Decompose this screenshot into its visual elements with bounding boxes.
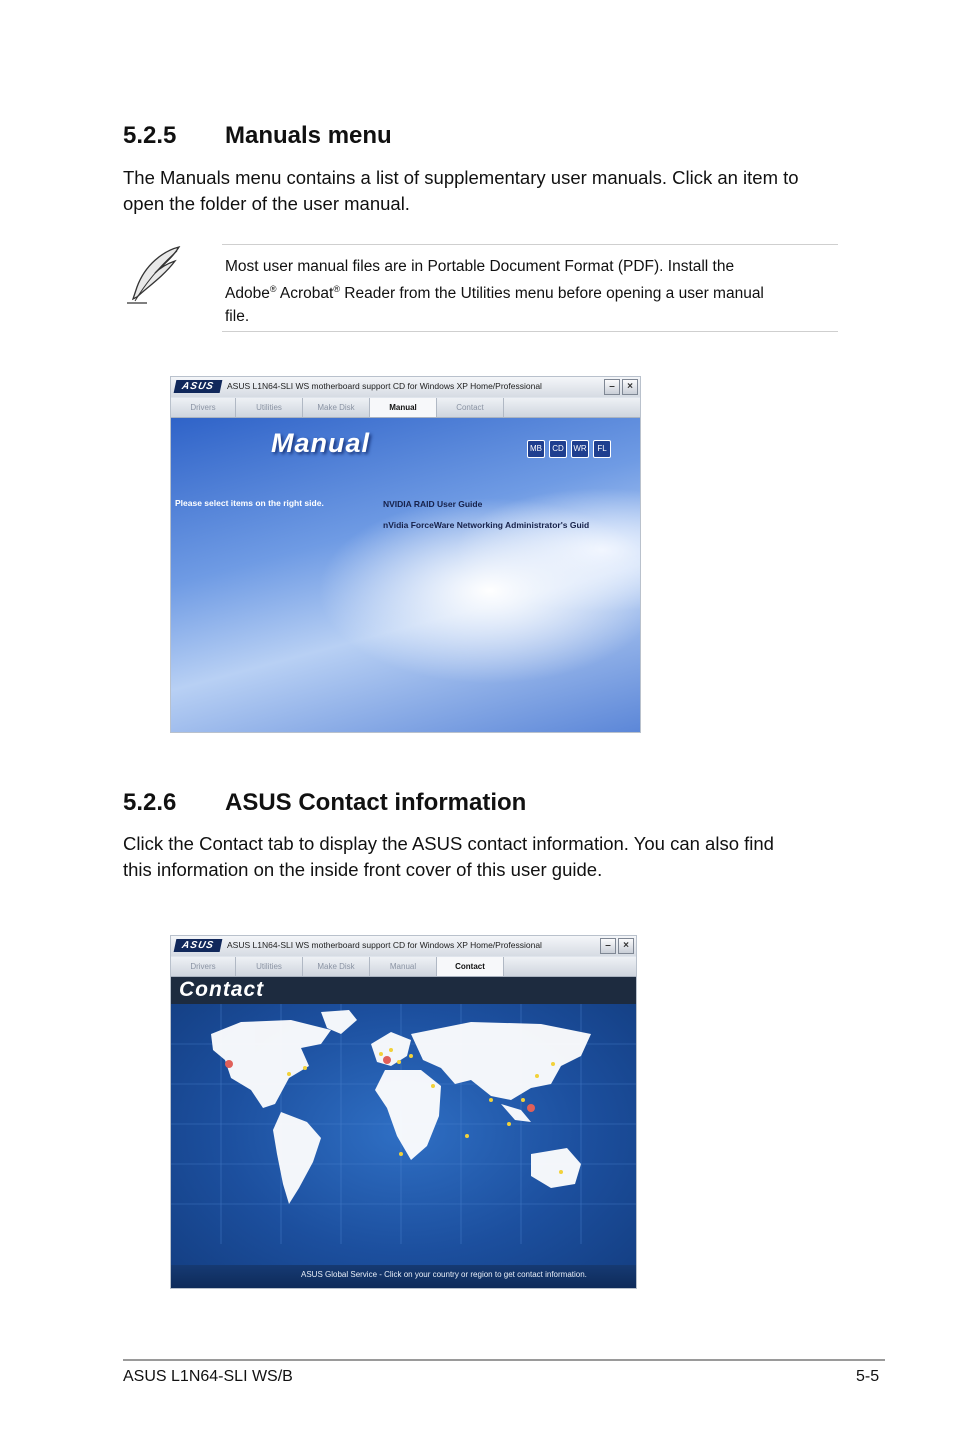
note-feather-icon — [123, 243, 189, 309]
note-line: Most user manual files are in Portable Document Format (PDF). Install the — [225, 258, 735, 275]
minimize-button[interactable]: – — [600, 938, 616, 954]
contact-window-screenshot — [170, 935, 637, 1289]
motherboard-icon[interactable]: MB — [527, 440, 545, 458]
manual-item-networking-guide[interactable]: nVidia ForceWare Networking Administrator's Guid — [383, 520, 590, 530]
tab-bar — [171, 398, 640, 418]
note-line: file. — [225, 308, 250, 326]
contact-description — [123, 831, 843, 883]
note-text — [225, 255, 833, 328]
minimize-button[interactable]: – — [604, 379, 620, 395]
registered-mark: ® — [269, 284, 277, 294]
global-service-link[interactable]: ASUS Global Service - Click on your country or region to get contact information. — [301, 1270, 587, 1279]
contact-header — [171, 977, 636, 1004]
window-titlebar — [171, 936, 636, 956]
close-button[interactable]: × — [622, 379, 638, 395]
file-icon[interactable]: FL — [593, 440, 611, 458]
description-line: Click the Contact tab to display the ASUS contact information. You can also find — [123, 833, 774, 854]
world-map[interactable] — [171, 1004, 636, 1288]
tab-manual[interactable]: Manual — [370, 398, 437, 417]
footer-model: ASUS L1N64-SLI WS/B — [123, 1368, 293, 1385]
section-title: ASUS Contact information — [225, 789, 527, 816]
tab-bar — [171, 957, 636, 977]
tab-utilities[interactable]: Utilities — [236, 398, 303, 417]
footer-rule — [123, 1359, 885, 1361]
map-footer — [171, 1265, 636, 1288]
manual-item-raid-guide[interactable]: NVIDIA RAID User Guide — [383, 499, 483, 509]
tab-drivers[interactable]: Drivers — [171, 957, 236, 976]
cd-icon[interactable]: CD — [549, 440, 567, 458]
tab-drivers[interactable]: Drivers — [171, 398, 236, 417]
window-title: ASUS L1N64-SLI WS motherboard support CD for Windows XP Home/Professional — [227, 940, 542, 950]
contact-heading: Contact — [179, 978, 265, 1001]
section-heading-contact — [123, 789, 526, 817]
page-number: 5-5 — [856, 1368, 880, 1385]
tab-contact[interactable]: Contact — [437, 957, 504, 976]
tab-make-disk[interactable]: Make Disk — [303, 957, 370, 976]
description-line: open the folder of the user manual. — [123, 193, 410, 214]
asus-logo: ASUS — [174, 939, 223, 952]
registered-mark: ® — [333, 284, 340, 294]
asus-logo: ASUS — [174, 380, 223, 393]
section-number: 5.2.6 — [123, 789, 177, 816]
window-titlebar — [171, 377, 640, 397]
section-title: Manuals menu — [225, 122, 392, 149]
tab-utilities[interactable]: Utilities — [236, 957, 303, 976]
manual-panel — [171, 418, 640, 732]
note-box — [222, 244, 838, 332]
manuals-description — [123, 165, 843, 217]
section-number: 5.2.5 — [123, 122, 177, 149]
note-line: Reader from the Utilities menu before opening a user manual — [339, 285, 764, 303]
manual-window-screenshot — [170, 376, 641, 733]
note-adobe: Adobe — [225, 285, 270, 303]
close-button[interactable]: × — [618, 938, 634, 954]
description-line: The Manuals menu contains a list of supplementary user manuals. Click an item to — [123, 167, 799, 188]
manual-instruction: Please select items on the right side. — [175, 498, 324, 508]
manual-heading: Manual — [271, 428, 371, 458]
world-map-graphic — [171, 1004, 636, 1266]
note-acrobat: Acrobat — [276, 285, 334, 303]
section-heading-manuals — [123, 122, 392, 150]
tab-manual[interactable]: Manual — [370, 957, 437, 976]
wrench-icon[interactable]: WR — [571, 440, 589, 458]
description-line: this information on the inside front cover of this user guide. — [123, 859, 603, 880]
window-title: ASUS L1N64-SLI WS motherboard support CD for Windows XP Home/Professional — [227, 381, 542, 391]
tab-contact[interactable]: Contact — [437, 398, 504, 417]
tab-make-disk[interactable]: Make Disk — [303, 398, 370, 417]
